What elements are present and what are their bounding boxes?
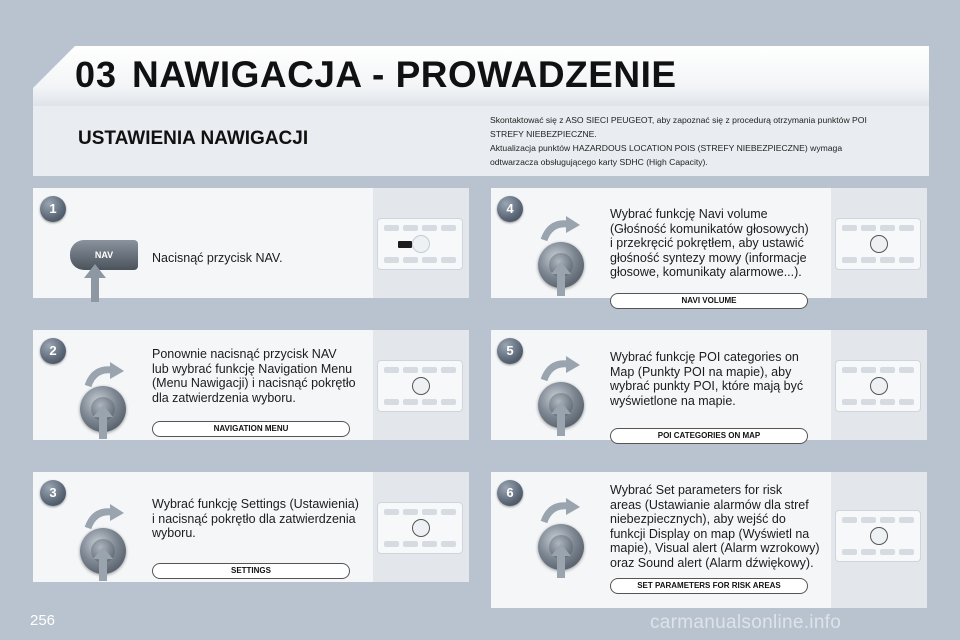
note-line: odtwarzacza obsługującego karty SDHC (High Capacity). bbox=[490, 157, 708, 167]
step-line: lub wybrać funkcję Navigation Menu bbox=[152, 361, 353, 376]
press-arrow-icon bbox=[84, 264, 106, 302]
note-line: STREFY NIEBEZPIECZNE. bbox=[490, 129, 597, 139]
step-line: głośność syntezy mowy (informacje bbox=[610, 250, 807, 265]
step-line: i nacisnąć pokrętło dla zatwierdzenia bbox=[152, 511, 356, 526]
step-line: niebezpiecznych), aby wejść do bbox=[610, 512, 786, 526]
rotate-arrow-icon bbox=[540, 498, 580, 524]
press-arrow-icon bbox=[551, 544, 571, 578]
watermark: carmanualsonline.info bbox=[650, 612, 842, 633]
note-line: Aktualizacja punktów HAZARDOUS LOCATION POIS (STREFY NIEBEZPIECZNE) wymaga bbox=[490, 143, 843, 153]
step-line: Wybrać funkcję POI categories on bbox=[610, 350, 799, 364]
step-line: wybrać punkty POI, które mają być bbox=[610, 379, 804, 393]
menu-label-pill: SET PARAMETERS FOR RISK AREAS bbox=[610, 578, 808, 594]
radio-photo bbox=[373, 188, 469, 298]
step-line: wyświetlone na mapie. bbox=[610, 393, 736, 408]
chapter-number: 03 bbox=[75, 54, 118, 95]
info-note bbox=[490, 113, 920, 169]
step-line: dla zatwierdzenia wyboru. bbox=[152, 390, 296, 405]
radio-panel-icon bbox=[377, 502, 463, 554]
step-line: (Menu Nawigacji) i nacisnąć pokrętło bbox=[152, 376, 356, 390]
radio-panel-icon bbox=[835, 510, 921, 562]
radio-photo bbox=[373, 472, 469, 582]
menu-label-pill: NAVIGATION MENU bbox=[152, 421, 350, 437]
step-2-badge: 2 bbox=[40, 338, 66, 364]
step-3-badge: 3 bbox=[40, 480, 66, 506]
step-line: mapie), Visual alert (Alarm wzrokowy) bbox=[610, 541, 820, 555]
step-line: Wybrać funkcję Settings (Ustawienia) bbox=[152, 497, 359, 511]
step-6-badge: 6 bbox=[497, 480, 523, 506]
radio-panel-icon bbox=[377, 218, 463, 270]
radio-panel-icon bbox=[835, 360, 921, 412]
step-4-text bbox=[610, 207, 809, 280]
radio-panel-icon bbox=[835, 218, 921, 270]
radio-panel-icon bbox=[377, 360, 463, 412]
press-arrow-icon bbox=[93, 405, 113, 439]
radio-photo bbox=[831, 188, 927, 298]
step-line: wyboru. bbox=[152, 526, 196, 540]
section-title: USTAWIENIA NAWIGACJI bbox=[78, 128, 309, 149]
step-line: Wybrać Set parameters for risk bbox=[610, 483, 783, 497]
radio-photo bbox=[831, 330, 927, 440]
menu-label-pill: POI CATEGORIES ON MAP bbox=[610, 428, 808, 444]
note-line: Skontaktować się z ASO SIECI PEUGEOT, aby zapoznać się z procedurą otrzymania punktów POI bbox=[490, 115, 867, 125]
step-line: głosowe, komunikaty alarmowe...). bbox=[610, 265, 802, 279]
step-1-badge: 1 bbox=[40, 196, 66, 222]
step-line: funkcji Display on map (Wyświetl na bbox=[610, 526, 810, 541]
step-5-badge: 5 bbox=[497, 338, 523, 364]
rotate-arrow-icon bbox=[84, 504, 124, 530]
step-line: Ponownie nacisnąć przycisk NAV bbox=[152, 347, 337, 361]
menu-label-pill: NAVI VOLUME bbox=[610, 293, 808, 309]
radio-photo bbox=[831, 472, 927, 608]
step-5-text bbox=[610, 350, 803, 408]
step-4-badge: 4 bbox=[497, 196, 523, 222]
radio-photo bbox=[373, 330, 469, 440]
nav-key-icon: NAV bbox=[70, 240, 138, 270]
step-6-text bbox=[610, 483, 820, 570]
page-number: 256 bbox=[30, 612, 56, 629]
step-3-text bbox=[152, 497, 359, 541]
rotate-arrow-icon bbox=[540, 356, 580, 382]
page-title: NAWIGACJA - PROWADZENIE bbox=[132, 54, 677, 95]
rotate-arrow-icon bbox=[84, 362, 124, 388]
step-line: i przekręcić pokrętłem, aby ustawić bbox=[610, 236, 804, 250]
step-line: Nacisnąć przycisk NAV. bbox=[152, 251, 283, 265]
step-line: areas (Ustawianie alarmów dla stref bbox=[610, 497, 809, 512]
press-arrow-icon bbox=[551, 262, 571, 296]
step-line: (Głośność komunikatów głosowych) bbox=[610, 221, 809, 236]
step-line: Map (Punkty POI na mapie), aby bbox=[610, 364, 792, 379]
press-arrow-icon bbox=[93, 547, 113, 581]
step-line: oraz Sound alert (Alarm dźwiękowy). bbox=[610, 555, 814, 570]
step-1-text bbox=[152, 251, 283, 266]
press-arrow-icon bbox=[551, 402, 571, 436]
rotate-arrow-icon bbox=[540, 216, 580, 242]
menu-label-pill: SETTINGS bbox=[152, 563, 350, 579]
step-line: Wybrać funkcję Navi volume bbox=[610, 207, 768, 221]
step-2-text bbox=[152, 347, 356, 405]
